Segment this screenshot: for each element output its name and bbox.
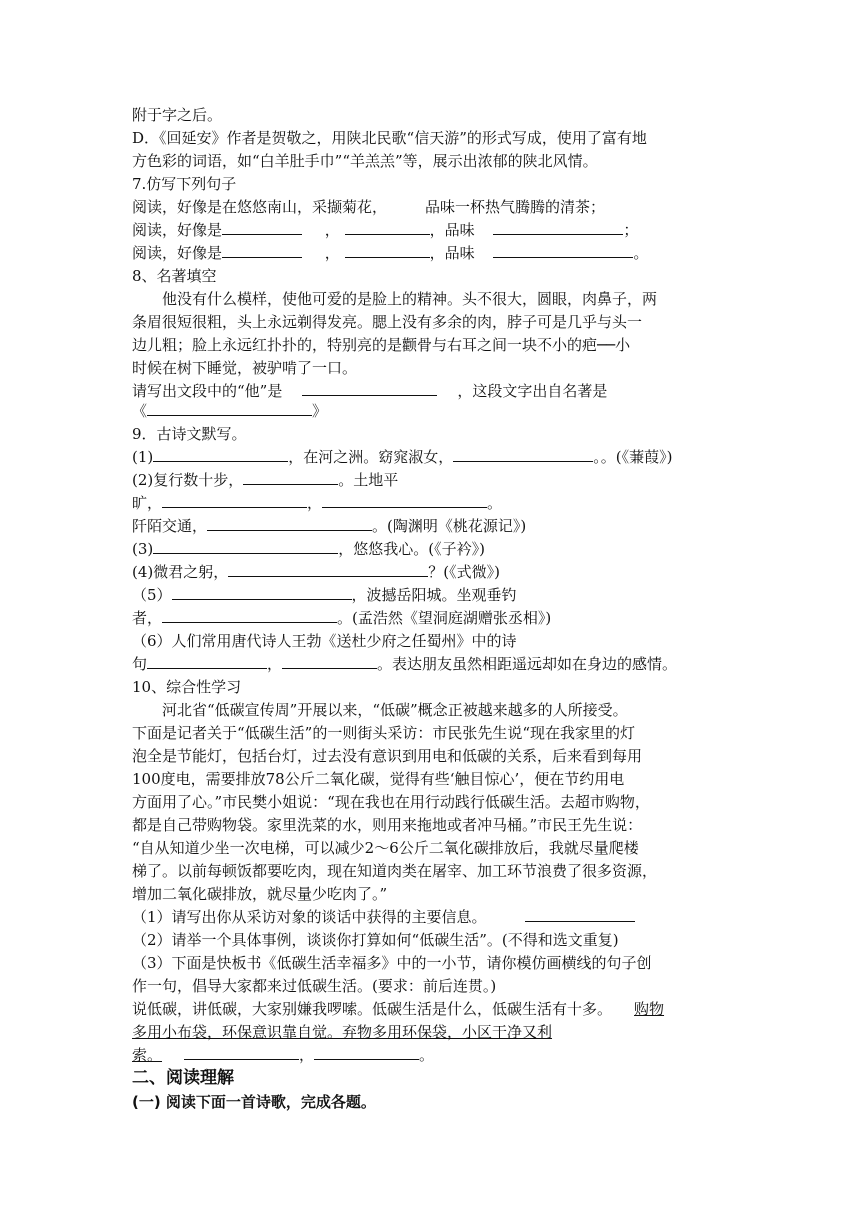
text-line: D．《回延安》作者是贺敬之，用陕北民歌“信天游”的形式写成，使用了富有地	[132, 129, 647, 147]
answer-blank[interactable]	[302, 380, 437, 396]
text-line: 下面是记者关于“低碳生活”的一则街头采访：市民张先生说“现在我家里的灯	[132, 724, 636, 742]
underlined-model-sentence: 购物	[634, 1000, 665, 1018]
answer-blank[interactable]	[228, 561, 428, 577]
text-line: 边儿粗；脸上永远红扑扑的，特别亮的是颧骨与右耳之间一块不小的疤──小	[132, 336, 631, 354]
text-line: （2）请举一个具体事例，谈谈你打算如何“低碳生活”。(不得和选文重复)	[132, 931, 619, 949]
text-line: 方面用了心。”市民樊小姐说：“现在我也在用行动践行低碳生活。去超市购物，	[132, 793, 650, 811]
text-line: 旷， ， 。	[132, 494, 503, 512]
underlined-model-sentence: 索。	[132, 1046, 163, 1064]
text-line: 100度电，需要排放78公斤二氧化碳，觉得有些‘触目惊心’，便在节约用电	[132, 770, 625, 788]
answer-blank[interactable]	[314, 1044, 419, 1060]
text-line: 泡全是节能灯，包括台灯，过去没有意识到用电和低碳的关系，后来看到每用	[132, 747, 643, 765]
text-line: 者， 。(孟浩然《望洞庭湖赠张丞相》)	[132, 609, 552, 627]
text-line: (4)微君之躬， ？(《式微》)	[132, 563, 500, 581]
answer-blank[interactable]	[162, 492, 307, 508]
text-line: 附于字之后。	[132, 106, 223, 124]
answer-blank[interactable]	[282, 653, 377, 669]
text-line: (2)复行数十步， 。土地平	[132, 471, 399, 489]
answer-blank[interactable]	[493, 219, 623, 235]
text-line: “自从知道少坐一次电梯，可以减少2～6公斤二氧化碳排放后，我就尽量爬楼	[132, 839, 639, 857]
text-line: 河北省“低碳宣传周”开展以来，“低碳”概念正被越来越多的人所接受。	[162, 701, 628, 719]
answer-blank[interactable]	[153, 538, 338, 554]
text-line: 句 ， 。表达朋友虽然相距遥远却如在身边的感情。	[132, 655, 678, 673]
text-line: (3) ，悠悠我心。(《子衿》)	[132, 540, 485, 558]
answer-blank[interactable]	[345, 219, 430, 235]
answer-blank[interactable]	[147, 400, 312, 416]
text-line: （6）人们常用唐代诗人王勃《送杜少府之任蜀州》中的诗	[132, 632, 517, 650]
text-line: 时候在树下睡觉，被驴啃了一口。	[132, 359, 358, 377]
answer-blank[interactable]	[525, 906, 635, 922]
text-line: 请写出文段中的“他”是 ，这段文字出自名著是	[132, 382, 608, 400]
question-8-title: 8、名著填空	[132, 267, 217, 285]
answer-blank[interactable]	[222, 219, 302, 235]
text-line: （5） ，波撼岳阳城。坐观垂钓	[132, 586, 517, 604]
question-10-title: 10、综合性学习	[132, 678, 242, 696]
text-line: 都是自己带购物袋。家里洗菜的水，则用来拖地或者冲马桶。”市民王先生说：	[132, 816, 643, 834]
text-line: 《 》	[132, 402, 328, 420]
subsection-heading: (一) 阅读下面一首诗歌，完成各题。	[132, 1093, 376, 1111]
text-line: 阡陌交通， 。(陶渊明《桃花源记》)	[132, 517, 527, 535]
answer-blank[interactable]	[207, 515, 372, 531]
text-line: 作一句，倡导大家都来过低碳生活。(要求：前后连贯。)	[132, 977, 497, 995]
answer-blank[interactable]	[153, 446, 288, 462]
underlined-model-sentence: 多用小布袋，环保意识靠自觉。弃物多用环保袋，小区干净又利	[132, 1023, 553, 1041]
text-line: 梯了。以前每顿饭都要吃肉，现在知道肉类在屠宰、加工环节浪费了很多资源，	[132, 862, 658, 880]
text-line: 说低碳，讲低碳，大家别嫌我啰嗦。低碳生活是什么，低碳生活有十多。 购物	[132, 1000, 665, 1018]
text-line: 索。 ， 。	[132, 1046, 435, 1064]
text-line: 增加二氧化碳排放，就尽量少吃肉了。”	[132, 885, 388, 903]
answer-blank[interactable]	[172, 584, 352, 600]
text-line: 他没有什么模样，使他可爱的是脸上的精神。头不很大，圆眼，肉鼻子，两	[162, 290, 658, 308]
question-7-title: 7.仿写下列句子	[132, 175, 237, 193]
answer-blank[interactable]	[493, 242, 633, 258]
text-line: （3）下面是快板书《低碳生活幸福多》中的一小节，请你模仿画横线的句子创	[132, 954, 652, 972]
answer-blank[interactable]	[453, 446, 593, 462]
answer-blank[interactable]	[243, 469, 338, 485]
section-heading: 二、阅读理解	[132, 1068, 234, 1088]
answer-blank[interactable]	[345, 242, 430, 258]
text-line	[132, 1021, 732, 1043]
text-line: 方色彩的词语，如“白羊肚手巾”“羊羔羔”等，展示出浓郁的陕北风情。	[132, 152, 598, 170]
text-line: 阅读，好像是 ， ，品味 。	[132, 244, 649, 262]
text-line: (1) ，在河之洲。窈窕淑女， 。。(《蒹葭》)	[132, 448, 673, 466]
answer-blank[interactable]	[322, 492, 487, 508]
answer-blank[interactable]	[147, 653, 267, 669]
text-line: （1）请写出你从采访对象的谈话中获得的主要信息。	[132, 906, 732, 928]
answer-blank[interactable]	[162, 607, 337, 623]
answer-blank[interactable]	[222, 242, 302, 258]
answer-blank[interactable]	[184, 1044, 299, 1060]
text-line: 条眉很短很粗，头上永远剃得发亮。腮上没有多余的肉，脖子可是几乎与头一	[132, 313, 643, 331]
question-9-title: 9．古诗文默写。	[132, 425, 247, 443]
text-line: 阅读，好像是在悠悠南山，采撷菊花， 品味一杯热气腾腾的清茶；	[132, 198, 606, 216]
text-line: 阅读，好像是 ， ，品味 ；	[132, 221, 639, 239]
